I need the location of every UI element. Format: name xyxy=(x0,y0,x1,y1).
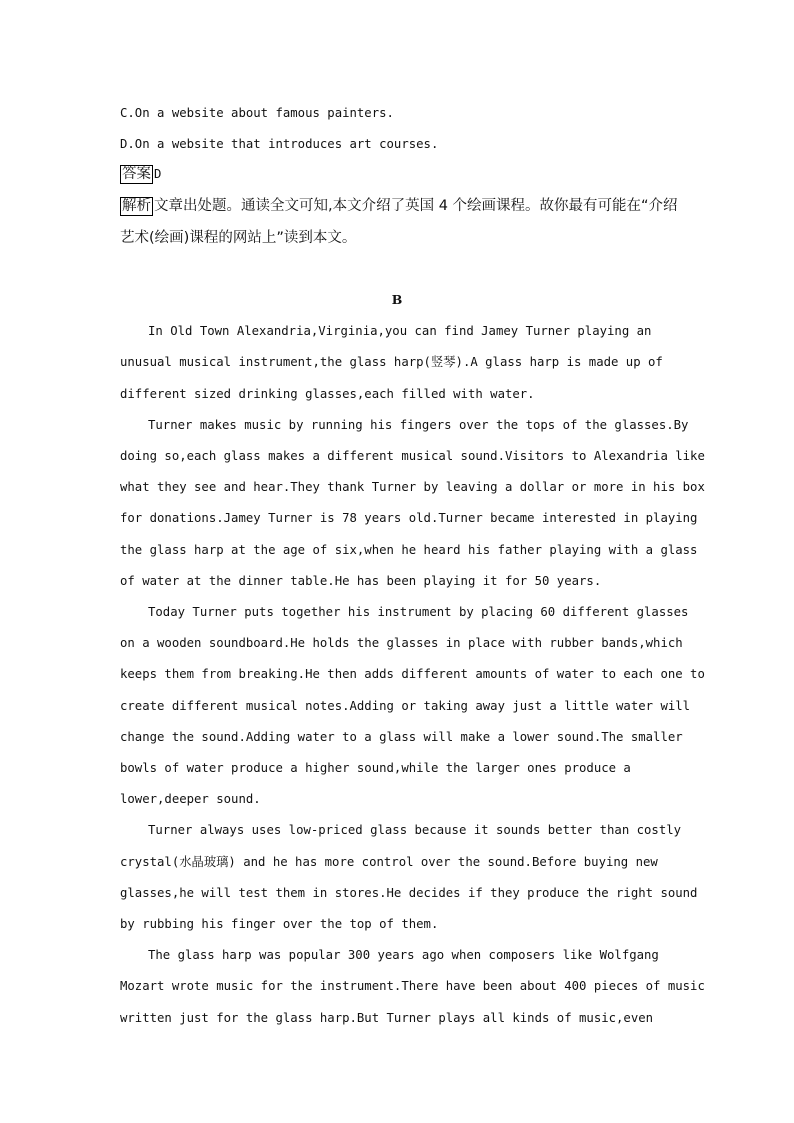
passage-line: Turner makes music by running his fingers over the tops of the glasses.By xyxy=(148,418,689,432)
answer-label: 答案 xyxy=(122,166,151,182)
passage-line: create different musical notes.Adding or taking away just a little water will xyxy=(120,699,691,713)
passage-line: bowls of water produce a higher sound,while the larger ones produce a xyxy=(120,761,631,775)
passage-line: by rubbing his finger over the top of them. xyxy=(120,917,439,931)
passage-line: on a wooden soundboard.He holds the glasses in place with rubber bands,which xyxy=(120,636,683,650)
passage-line: The glass harp was popular 300 years ago when composers like Wolfgang xyxy=(148,948,659,962)
analysis-text-line2: 艺术(绘画)课程的网站上”读到本文。 xyxy=(120,230,357,246)
passage-line: glasses,he will test them in stores.He decides if they produce the right sound xyxy=(120,886,698,900)
passage-line: Mozart wrote music for the instrument.There have been about 400 pieces of music xyxy=(120,979,705,993)
passage-line: Turner always uses low-priced glass because it sounds better than costly xyxy=(148,823,682,837)
passage-line: In Old Town Alexandria,Virginia,you can find Jamey Turner playing an xyxy=(148,324,652,338)
analysis-text-line1: 文章出处题。通读全文可知,本文介绍了英国 4 个绘画课程。故你最有可能在“介绍 xyxy=(154,198,678,214)
passage-line: lower,deeper sound. xyxy=(120,792,261,806)
passage-line: for donations.Jamey Turner is 78 years old.Turner became interested in playing xyxy=(120,511,698,525)
passage-line: Today Turner puts together his instrument by placing 60 different glasses xyxy=(148,605,689,619)
passage-line: of water at the dinner table.He has been playing it for 50 years. xyxy=(120,574,602,588)
passage-line: what they see and hear.They thank Turner by leaving a dollar or more in his box xyxy=(120,480,705,494)
passage-line: unusual musical instrument,the glass harp(竖琴).A glass harp is made up of xyxy=(120,355,663,369)
passage-line: crystal(水晶玻璃) and he has more control over the sound.Before buying new xyxy=(120,855,658,869)
option-d: D.On a website that introduces art courses. xyxy=(120,137,439,151)
answer-value: D xyxy=(154,167,162,181)
section-title: B xyxy=(391,292,403,307)
option-c: C.On a website about famous painters. xyxy=(120,106,394,120)
answer-row xyxy=(120,164,161,184)
passage-line: different sized drinking glasses,each filled with water. xyxy=(120,387,535,401)
passage-line: keeps them from breaking.He then adds different amounts of water to each one to xyxy=(120,667,705,681)
passage-line: doing so,each glass makes a different musical sound.Visitors to Alexandria like xyxy=(120,449,705,463)
analysis-row xyxy=(120,196,678,216)
analysis-label: 解析 xyxy=(122,198,151,214)
passage-line: the glass harp at the age of six,when he heard his father playing with a glass xyxy=(120,543,698,557)
passage-line: change the sound.Adding water to a glass will make a lower sound.The smaller xyxy=(120,730,683,744)
passage-line: written just for the glass harp.But Turner plays all kinds of music,even xyxy=(120,1011,654,1025)
